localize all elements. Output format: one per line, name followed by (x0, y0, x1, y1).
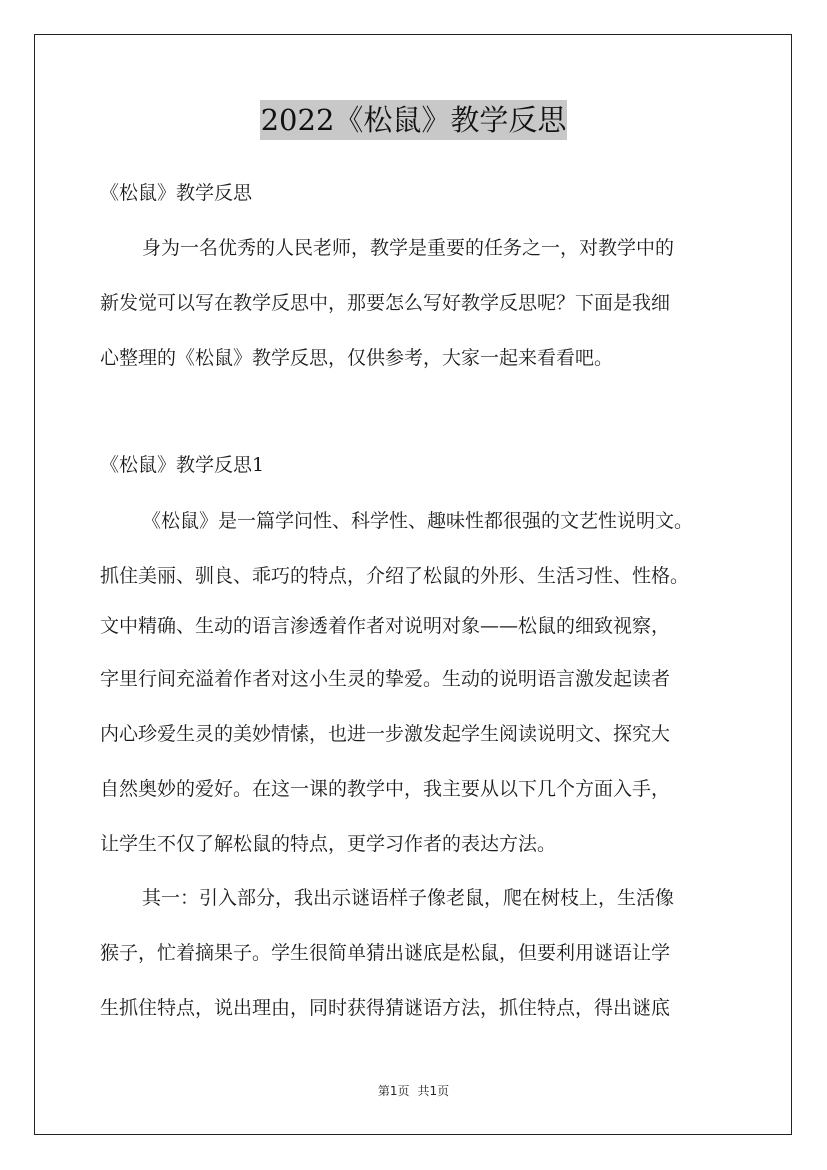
page-total: 共1页 (417, 1084, 450, 1098)
paragraph-line: 内心珍爱生灵的美妙情愫，也进一步激发起学生阅读说明文、探究大 (100, 723, 671, 745)
paragraph-line: 自然奥妙的爱好。在这一课的教学中，我主要从以下几个方面入手， (100, 778, 671, 800)
paragraph-line: 文中精确、生动的语言渗透着作者对说明对象——松鼠的细致视察， (100, 615, 671, 637)
intro-line: 心整理的《松鼠》教学反思，仅供参考，大家一起来看看吧。 (100, 347, 614, 369)
intro-line: 新发觉可以写在教学反思中，那要怎么写好教学反思呢？下面是我细 (100, 292, 671, 314)
paragraph-line: 其一：引入部分，我出示谜语样子像老鼠，爬在树枝上，生活像 (142, 887, 675, 909)
title-container (0, 100, 827, 140)
paragraph-line: 生抓住特点，说出理由，同时获得猜谜语方法，抓住特点，得出谜底 (100, 997, 671, 1019)
paragraph-line: 猴子，忙着摘果子。学生很简单猜出谜底是松鼠，但要利用谜语让学 (100, 942, 671, 964)
paragraph-line: 让学生不仅了解松鼠的特点，更学习作者的表达方法。 (100, 833, 557, 855)
intro-line: 身为一名优秀的人民老师，教学是重要的任务之一，对教学中的 (142, 237, 675, 259)
page-number: 第1页 (377, 1084, 410, 1098)
page-footer (0, 1083, 827, 1099)
paragraph-line: 字里行间充溢着作者对这小生灵的挚爱。生动的说明语言激发起读者 (100, 668, 671, 690)
section-heading: 《松鼠》教学反思1 (100, 454, 265, 476)
document-title: 2022《松鼠》教学反思 (260, 100, 568, 140)
paragraph-line: 抓住美丽、驯良、乖巧的特点，介绍了松鼠的外形、生活习性、性格。 (100, 565, 690, 587)
paragraph-line: 《松鼠》是一篇学问性、科学性、趣味性都很强的文艺性说明文。 (142, 510, 694, 532)
document-subtitle: 《松鼠》教学反思 (100, 182, 253, 204)
